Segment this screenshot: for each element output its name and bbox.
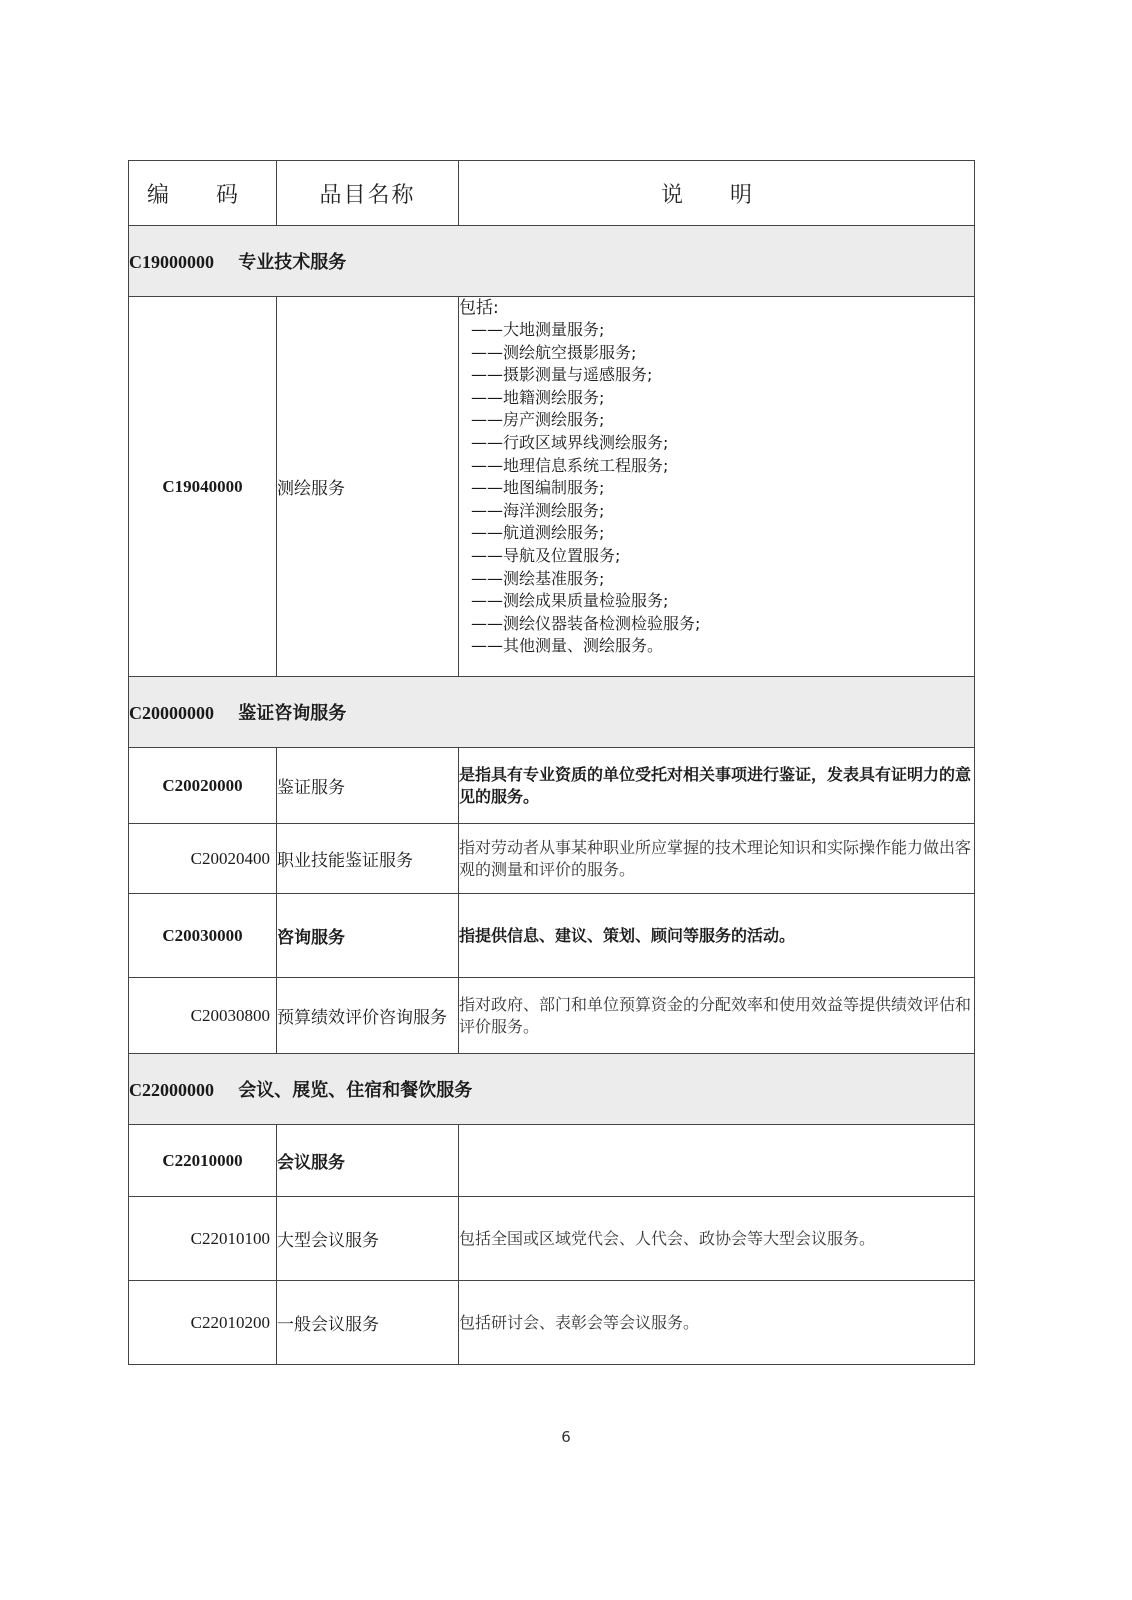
list-item: ——测绘成果质量检验服务; [471,591,669,611]
header-desc: 说 明 [459,161,975,226]
item-name: 鉴证服务 [277,748,459,824]
list-intro: 包括: [459,298,499,318]
list-item: ——航道测绘服务; [471,523,605,543]
section-code: C22000000 [129,1080,214,1100]
catalog-table [128,160,975,1365]
list-item: ——测绘仪器装备检测检验服务; [471,613,701,633]
table-row [129,824,975,894]
table-header-row [129,161,975,226]
item-code: C19040000 [129,297,277,677]
item-description [459,1125,975,1197]
table-row [129,1125,975,1197]
item-name: 一般会议服务 [277,1281,459,1365]
item-code: C20020000 [129,748,277,824]
table-row [129,1281,975,1365]
item-code: C20020400 [129,824,277,894]
list-item: ——导航及位置服务; [471,545,621,565]
table-row [129,1197,975,1281]
table-row [129,748,975,824]
item-name: 预算绩效评价咨询服务 [277,978,459,1054]
item-name: 会议服务 [277,1125,459,1197]
section-code: C20000000 [129,703,214,723]
item-description: 指对政府、部门和单位预算资金的分配效率和使用效益等提供绩效评估和评价服务。 [459,978,975,1054]
item-description: 包括研讨会、表彰会等会议服务。 [459,1281,975,1365]
table-row [129,894,975,978]
item-name: 职业技能鉴证服务 [277,824,459,894]
section-row [129,677,975,748]
item-description: 指对劳动者从事某种职业所应掌握的技术理论知识和实际操作能力做出客观的测量和评价的服务。 [459,824,975,894]
section-cell [129,1054,975,1125]
section-cell [129,677,975,748]
item-name: 咨询服务 [277,894,459,978]
item-description: 是指具有专业资质的单位受托对相关事项进行鉴证，发表具有证明力的意见的服务。 [459,748,975,824]
section-name: 会议、展览、住宿和餐饮服务 [238,1080,473,1101]
header-code: 编 码 [129,161,277,226]
item-name: 大型会议服务 [277,1197,459,1281]
item-description [459,297,975,677]
list-item: ——地籍测绘服务; [471,387,605,407]
list-item: ——摄影测量与遥感服务; [471,365,653,385]
list-item: ——大地测量服务; [471,320,605,339]
item-name: 测绘服务 [277,297,459,677]
list-item: ——海洋测绘服务; [471,500,605,520]
item-code: C20030800 [129,978,277,1054]
list-item: ——地理信息系统工程服务; [471,455,669,475]
list-item: ——测绘基准服务; [471,568,605,588]
item-description: 指提供信息、建议、策划、顾问等服务的活动。 [459,894,975,978]
section-name: 鉴证咨询服务 [238,703,347,724]
list-item: ——其他测量、测绘服务。 [471,636,664,656]
item-description: 包括全国或区域党代会、人代会、政协会等大型会议服务。 [459,1197,975,1281]
page-number: 6 [561,1428,571,1446]
section-row [129,226,975,297]
list-item: ——房产测绘服务; [471,410,605,430]
table-row [129,297,975,677]
list-item: ——测绘航空摄影服务; [471,342,637,362]
section-cell [129,226,975,297]
list-item: ——行政区域界线测绘服务; [471,432,669,452]
header-name: 品目名称 [277,161,459,226]
item-code: C22010100 [129,1197,277,1281]
section-code: C19000000 [129,252,214,272]
section-row [129,1054,975,1125]
section-name: 专业技术服务 [238,252,347,273]
item-code: C22010200 [129,1281,277,1365]
item-code: C20030000 [129,894,277,978]
item-code: C22010000 [129,1125,277,1197]
table-row [129,978,975,1054]
list-item: ——地图编制服务; [471,478,605,498]
